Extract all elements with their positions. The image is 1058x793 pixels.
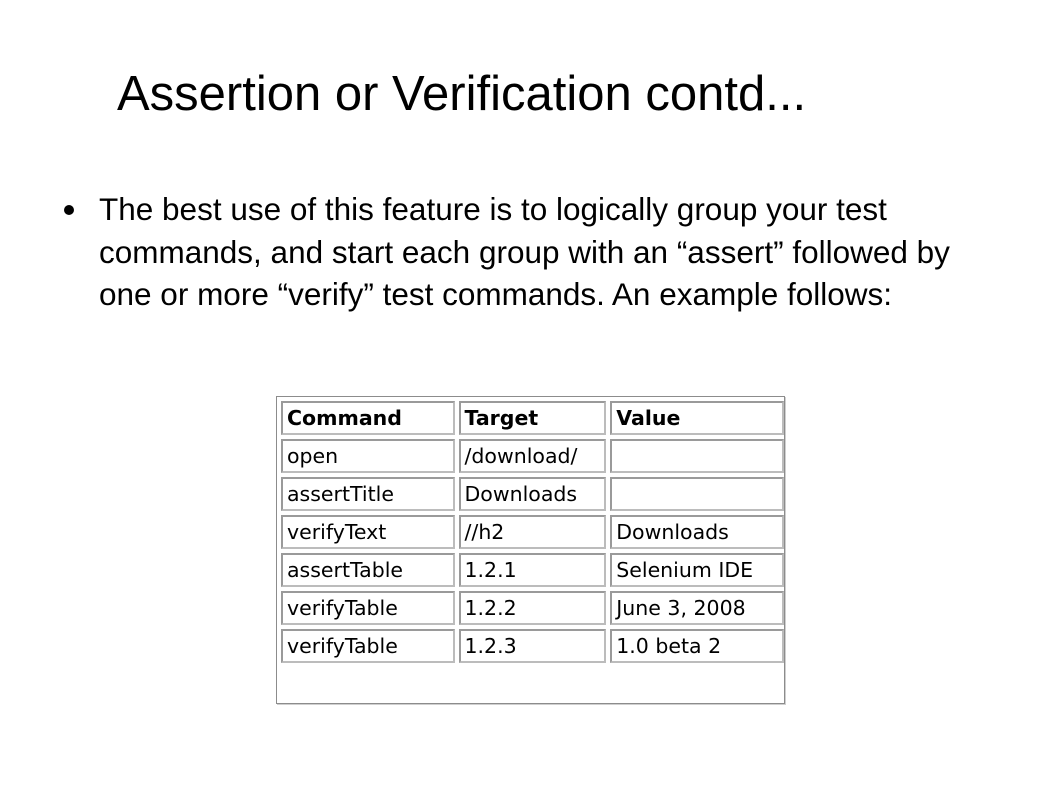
command-cell: verifyTable — [281, 591, 455, 625]
table-row — [281, 439, 784, 473]
value-cell: Downloads — [610, 515, 784, 549]
column-header-target: Target — [459, 401, 607, 435]
table-row — [281, 477, 784, 511]
value-cell: 1.0 beta 2 — [610, 629, 784, 663]
command-cell: assertTitle — [281, 477, 455, 511]
slide-title: Assertion or Verification contd... — [117, 67, 807, 121]
target-cell: /download/ — [459, 439, 607, 473]
command-cell: assertTable — [281, 553, 455, 587]
target-cell: 1.2.2 — [459, 591, 607, 625]
value-cell: Selenium IDE — [610, 553, 784, 587]
command-table — [277, 397, 788, 667]
table-row — [281, 553, 784, 587]
target-cell: 1.2.1 — [459, 553, 607, 587]
target-cell: Downloads — [459, 477, 607, 511]
bullet-item — [64, 188, 1004, 316]
command-table-frame — [276, 396, 785, 704]
table-header-row — [281, 401, 784, 435]
column-header-value: Value — [610, 401, 784, 435]
column-header-command: Command — [281, 401, 455, 435]
target-cell: 1.2.3 — [459, 629, 607, 663]
command-cell: open — [281, 439, 455, 473]
target-cell: //h2 — [459, 515, 607, 549]
value-cell — [610, 439, 784, 473]
table-row — [281, 515, 784, 549]
value-cell — [610, 477, 784, 511]
table-row — [281, 629, 784, 663]
bullet-dot-icon — [64, 205, 74, 215]
table-row — [281, 591, 784, 625]
bullet-list — [64, 188, 1004, 316]
command-cell: verifyText — [281, 515, 455, 549]
value-cell: June 3, 2008 — [610, 591, 784, 625]
bullet-text: The best use of this feature is to logically group your test commands, and start each group with an “assert” followed by one or more “verify” test commands. An example follows: — [99, 191, 950, 312]
command-cell: verifyTable — [281, 629, 455, 663]
